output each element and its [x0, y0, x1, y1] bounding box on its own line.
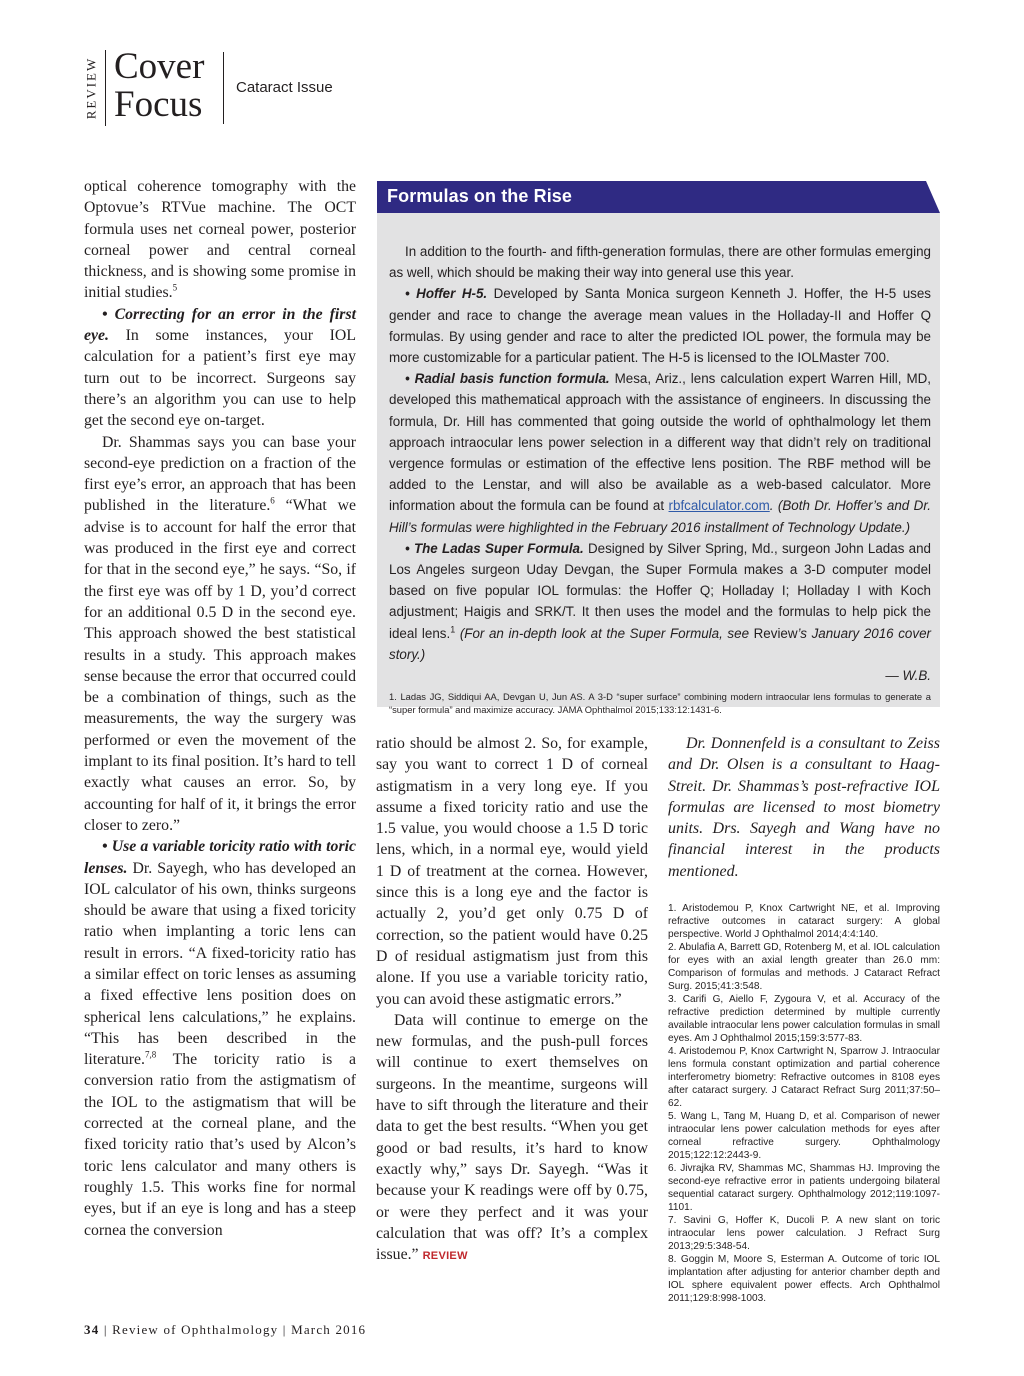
publication-name: Review of Ophthalmology — [112, 1322, 279, 1337]
sidebar-item: • Radial basis function formula. Mesa, Ariz., lens calculation expert Warren Hill, MD, developed this mathematical approach with the assistance of engineers. In discussing the formula, Dr. Hill has commented that going outside the world of ophthalmology let them approach intraocular lens power selection in a different way that didn’t rely on traditional vergence formulas or estimation of the effective lens position. The RBF method will be added to the Lenstar, and will also be available as a web-based calculator. More information about the formula can be found at rbfcalculator.com. (Both Dr. Hoffer’s and Dr. Hill’s formulas were highlighted in the February 2016 installment of Technology Update.) — [389, 371, 932, 535]
reference-item: 6. Jivrajka RV, Shammas MC, Shammas HJ. Improving the second-eye refractive error in patients undergoing bilateral sequential cataract surgery. Ophthalmology 2012;119:1097-1101. — [668, 1163, 940, 1214]
article-column-2 — [376, 733, 648, 1267]
sidebar-box — [377, 181, 940, 716]
reference-item: 8. Goggin M, Moore S, Esterman A. Outcome of toric IOL implantation after adjusting for anterior chamber depth and IOL sphere equivalent power effects. Arch Ophthalmol 2011;129:8:998-1003. — [668, 1254, 940, 1305]
sidebar-reference: 1. Ladas JG, Siddiqui AA, Devgan U, Jun AS. A 3-D “super surface” combining modern intraocular lens formulas to generate a “super formula” and maximize accuracy. JAMA Ophthalmol 2015;133:12:1431-6. — [389, 691, 931, 716]
issue-date: March 2016 — [291, 1322, 367, 1337]
sidebar-title: Formulas on the Rise — [387, 186, 573, 206]
sidebar-item: • The Ladas Super Formula. Designed by Silver Spring, Md., surgeon John Ladas and Los Angeles surgeon Uday Devgan, the Super Formula makes a 3-D computer model based on five popular IOL formulas: the Hoffer Q; Holladay I; Holladay I with Koch adjustment; Haigis and SRK/T. It then uses the model and the formulas to help pick the ideal lens.$^1$ (For an in-depth look at the Super Formula, see Review’s January 2016 cover story.) — [389, 540, 931, 662]
rbfcalculator-link[interactable]: rbfcalculator.com — [668, 498, 770, 514]
subhead: Use a variable toricity ratio with toric lenses. — [84, 838, 356, 877]
reference-item: 7. Savini G, Hoffer K, Ducoli P. A new slant on toric intraocular lens power calculation. J Refract Surg 2013;29:5:348-54. — [668, 1215, 940, 1253]
sidebar-item: • Hoffer H-5. Developed by Santa Monica surgeon Kenneth J. Hoffer, the H-5 uses gender and race to change the average mean values in the Holladay-II and Hoffer Q formulas. By using gender and race to alter the predicted IOL power, the formula may be more customizable for a particular patient. The H-5 is licensed to the IOLMaster 700. — [389, 286, 931, 366]
sidebar-body — [389, 241, 931, 716]
paragraph: • Use a variable toricity ratio with toric lenses. Dr. Sayegh, who has developed an IOL calculator of his own, thinks surgeons should be aware that using a fixed toricity ratio when implanting a toric lens can result in errors. “A fixed-toricity ratio has a similar effect on toric lenses as assuming a fixed effective lens position does on spherical lens calculations,” he explains. “This has been described in the literature.$^{7,8}$ The toricity ratio is a conversion ratio from the astigmatism of the IOL to the astigmatism that will be corrected at the corneal plane, and the fixed toricity ratio that’s used by Alcon’s toric lens calculator and many others is roughly 1.5. This works fine for normal eyes, but if an eye is long and has a steep cornea the conversion — [84, 838, 356, 1239]
page-footer: 34 | Review of Ophthalmology | March 2016 — [84, 1322, 367, 1337]
page-number: 34 — [84, 1322, 100, 1337]
paragraph: Data will continue to emerge on the new formulas, and the push-pull forces will continue to exert themselves on surgeons. In the meantime, surgeons will have to sift through the literature and their data to get the best results. “When you get good or bad results, it’s hard to know exactly why,” says Dr. Sayegh. “Was it because your K readings were off by 0.75, or were they perfect and it was your calculation that was off? It’s a complex issue.” REVIEW — [376, 1011, 648, 1264]
section-title — [114, 48, 204, 124]
header-divider-left — [105, 50, 106, 126]
author-disclosure: Dr. Donnenfeld is a consultant to Zeiss and Dr. Olsen is a consultant to Haag-Streit. Dr. Shammas’s post-refractive IOL formulas are licensed to most biometry units. Drs. Sayegh and Wang have no financial interest in the products mentioned. — [668, 735, 940, 880]
sidebar-signature: — W.B. — [885, 668, 931, 684]
section-title-line2: Focus — [114, 84, 203, 125]
issue-label: Cataract Issue — [236, 79, 333, 96]
paragraph: • Correcting for an error in the first eye. In some instances, your IOL calculation for a patient’s first eye may turn out to be incorrect. Surgeons say there’s an algorithm you can use to help get the second eye on-target. — [84, 305, 356, 430]
paragraph: optical coherence tomography with the Optovue’s RTVue machine. The OCT formula uses net corneal power, posterior corneal power and central corneal thickness, and is showing some promise in initial studies.$^5$ — [84, 178, 356, 302]
sidebar-intro: In addition to the fourth- and fifth-generation formulas, there are other formulas emerging as well, which should be making their way into general use this year. — [389, 244, 931, 281]
reference-item: 4. Aristodemou P, Knox Cartwright N, Sparrow J. Intraocular lens formula constant optimization and partial coherence interferometry biometry: Refractive outcomes in 8108 eyes after cataract surgery. J Cataract Refract Surg 2011;37:50–62. — [668, 1046, 940, 1110]
reference-item: 3. Carifi G, Aiello F, Zygoura V, et al. Accuracy of the refractive prediction determined by multiple currently available intraocular lens power calculation formulas in small eyes. Am J Ophthalmol 2015;159:3:577-83. — [668, 994, 940, 1045]
reference-list — [668, 902, 940, 1305]
subhead: Correcting for an error in the first eye. — [84, 305, 356, 345]
section-label-vertical: REVIEW — [83, 56, 99, 120]
reference-item: 2. Abulafia A, Barrett GD, Rotenberg M, et al. IOL calculation for eyes with an axial length greater than 26.0 mm: Comparison of formulas and methods. J Cataract Refract Surg. 2015;41:3:548. — [668, 942, 940, 993]
section-title-line1: Cover — [114, 46, 205, 87]
paragraph: ratio should be almost 2. So, for example, say you want to correct 1 D of corneal astigmatism in a very long eye. If you assume a fixed toricity ratio and use the 1.5 value, you would choose a 1.5 D toric lens, which, in a normal eye, would yield 1 D of treatment at the cornea. However, since this is a long eye and the factor is actually 2, you’d get only 0.75 D of correction, so the patient would have 0.25 D of residual astigmatism just from this alone. If you use a variable toricity ratio, you can avoid these astigmatic errors.” — [376, 735, 648, 1008]
article-column-1 — [84, 176, 356, 1241]
paragraph: Dr. Shammas says you can base your second-eye prediction on a fraction of the first eye’s error, an approach that has been published in the literature.$^6$ “What we advise is to account for half the error that was produced in the first eye and correct for that in the second eye,” he says. “So, if the first eye was off by 1 D, you’d correct for an additional 0.5 D in the second eye. This approach showed the best statistical results in a study. This approach makes sense because the error that occurred could be a combination of things, such as the measurements, the way the surgery was performed or even the movement of the implant to its final position. It’s hard to tell exactly what causes an error. So, by accounting for half of it, it brings the error closer to zero.” — [84, 433, 356, 834]
end-mark: REVIEW — [422, 1250, 468, 1263]
header-divider-right — [223, 52, 224, 124]
reference-item: 1. Aristodemou P, Knox Cartwright NE, et al. Improving refractive outcomes in cataract surgery: A global perspective. World J Ophthalmol 2014;4:4:140. — [668, 903, 940, 941]
reference-item: 5. Wang L, Tang M, Huang D, et al. Comparison of newer intraocular lens power calculation methods for eyes after corneal refractive surgery. Ophthalmology 2015;122:12:2443-9. — [668, 1111, 940, 1162]
article-column-3 — [668, 733, 940, 1305]
